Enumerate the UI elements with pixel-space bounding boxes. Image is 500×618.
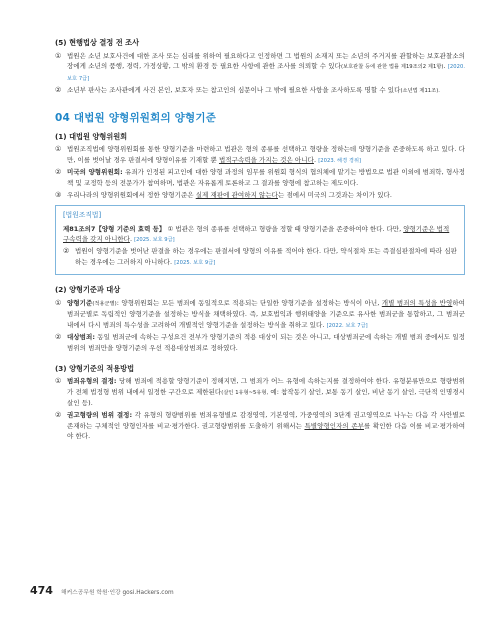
item-number: ① [55,298,62,307]
item-text: 각 유형의 형량범위를 범죄유형별로 감경영역, 기본영역, 가중영역의 3단계 권고영역으로 나누는 다음 각 사안별로 존재하는 구체적인 양형인자를 비교·평가한다. 권고형량범위를 도출하기 위해서는 [67,411,465,430]
item-text: 를 확인한 다음 이를 비교·평가하여야 한다. [67,421,466,441]
article-paragraph-1 [63,224,457,246]
footer-text: 해커스공무원 학원·인강 gosi.Hackers.com [60,590,174,596]
item-number: ② [55,86,62,95]
item-heading: 권고형량의 범위 결정: [67,411,133,420]
item-number: ① [55,51,62,60]
subsection-title-5: (5) 현행법상 결정 전 조사 [55,38,140,47]
underlined-text: 법적구속력을 가지는 것은 아니다 [218,155,314,164]
item-number: ③ [55,190,62,199]
item-heading: 양형기준 [67,298,93,307]
paragraph-number: ① [167,224,174,233]
list-item [55,144,465,166]
exam-reference: [2020. 보호 7급] [67,64,466,82]
paragraph-text: . [129,235,133,244]
page-footer [30,586,174,599]
list-item: ① 법원은 소년 보호사건에 대한 조사 또는 심리를 위하여 필요하다고 인정하면 그 법원의 소재지 또는 소년의 주거지를 관할하는 보호관찰소의 장에게 소년의 품행, 경력, 가정상황, 그 밖의 환경 등 필요한 사항에 관한 조사를 의뢰할 수 있다(보호관찰 등에 관한 법률 제19조의2 제1항). [2020. 보호 7급] [55,51,465,85]
item-number: ① [55,377,62,386]
item-number: ② [55,411,62,420]
item-number: ① [55,145,62,154]
list-item [55,376,465,409]
item-text: 당해 범죄에 적용할 양형기준이 정해지면, 그 범죄가 어느 유형에 속하는지를 결정하여야 한다. 유형분류만으로 형량범위가 전체 법정형 범위 내에서 일정한 구간으로 제한된다 [67,377,466,396]
box-title: [법원조직법] [63,211,102,220]
item-note: (살인 1유형~5유형, [221,389,269,396]
paragraph-text: 법원이 양형기준을 벗어난 판결을 하는 경우에는 판결서에 양형의 이유를 적어야 한다. 다만, 약식절차 또는 즉결심판절차에 따라 심판하는 경우에는 그러하지 아니하다. [75,246,457,266]
item-text: 법원은 소년 보호사건에 대한 조사 또는 심리를 위하여 필요하다고 인정하면 그 법원의 소재지 또는 소년의 주거지를 관할하는 보호관찰소의 장에게 소년의 품행, 경력, 가정상황, 그 밖의 환경 등 필요한 사항에 관한 조사를 의뢰할 수 있다 [67,51,465,71]
item-text: 우리나라의 양형위원회에서 정한 양형기준은 [67,190,196,199]
page-number: 474 [30,584,53,597]
item-note: (보호관찰 등에 관한 법률 제19조의2 제1항) [340,64,444,71]
underlined-text: 특별양형인자의 존부 [304,421,364,430]
item-text: . [313,155,317,164]
underlined-text: 개별 범죄의 특성을 반영 [381,298,453,307]
paragraph-number: ② [63,246,70,255]
item-number: ② [55,168,62,177]
item-text: 소년부 판사는 조사관에게 사건 본인, 보호자 또는 참고인의 심문이나 그 밖에 필요한 사항을 조사하도록 명할 수 있다 [67,86,401,95]
item-note: (소년법 제11조). [400,88,440,95]
article-heading: 제81조의7【양형 기준의 효력 등】 [63,224,166,233]
exam-reference: [2023. 해경 경위] [318,157,362,164]
item-text: 법원조직법에 양형위원회를 통한 양형기준을 마련하고 법관은 형의 종류를 선택하고 형량을 정하는데 양형기준을 존중하도록 하고 있다. 다만, 이를 벗어날 경우 판결서에 양형이유를 기재할 뿐 [67,145,465,164]
exam-reference: [2025. 보호 9급] [174,259,216,266]
item-note: (적용군별) [92,300,117,307]
list-item [55,190,465,201]
exam-reference: [2022. 보호 7급] [326,322,368,329]
list-item [55,298,465,332]
subsection-title-3: (3) 양형기준의 적용방법 [55,363,135,373]
item-heading: 미국의 양형위원회: [67,168,123,177]
item-text: : 양형위원회는 모든 범죄에 동일적으로 적용되는 단일한 양형기준을 설정하는 방식이 아닌, [116,298,382,307]
item-text: 예: 참작동기 살인, 보통 동기 살인, 비난 동기 살인, 극단적 인명경시 살인 등). [67,387,465,408]
underlined-text: 양형기준은 법적 구속력을 갖지 아니한다 [63,224,450,244]
item-text: 동일 범죄군에 속하는 구성요건 전부가 양형기준의 적용 대상이 되는 것은 아니고, 대상범죄군에 속하는 개별 범죄 중에서도 일정범위의 범죄만을 양형기준의 우선 적용대상범죄로 정하였다. [67,333,465,353]
exam-reference: [2025. 보호 9급] [134,237,175,244]
page-content [55,38,465,443]
item-heading: 대상범죄: [67,333,95,342]
paragraph-text: 법관은 형의 종류를 선택하고 형량을 정할 때 양형기준을 존중하여야 한다. 다만, [173,224,404,233]
underlined-text: 실제 재판에 관여하지 않는다 [195,190,279,199]
subsection-title-1: (1) 대법원 양형위원회 [55,131,128,141]
article-paragraph-2 [63,246,457,268]
subsection-title-2: (2) 양형기준과 대상 [55,285,121,295]
item-text: 는 점에서 미국의 그것과는 차이가 있다. [278,190,392,199]
list-item [55,167,465,188]
section-title: 04 대법원 양형위원회의 양형기준 [55,111,217,124]
item-number: ② [55,333,62,342]
item-text: 유죄가 인정된 피고인에 대한 양형 과정의 임무를 위원회 형식의 협의체에 맡기는 방법으로 법관 이외에 범죄학, 형사정책 및 교정학 등의 전문가가 참여하며, 법관은 자유롭게 토론하고 그 결과를 양형에 참고하는 제도이다. [67,168,465,187]
list-item [55,332,465,353]
item-text: 하여 범죄군별로 독립적인 양형기준을 설정하는 방식을 채택하였다. 즉, 보호법익과 행위태양을 기준으로 유사한 범죄군을 통합하고, 그 범죄군 내에서 다시 범죄의 특수성을 고려하여 개별적인 양형기준을 설정하는 방식을 취하고 있다. [67,298,465,329]
list-item [55,410,465,442]
item-heading: 범죄유형의 결정: [67,377,117,386]
list-item [55,85,465,97]
statute-box [55,205,465,275]
